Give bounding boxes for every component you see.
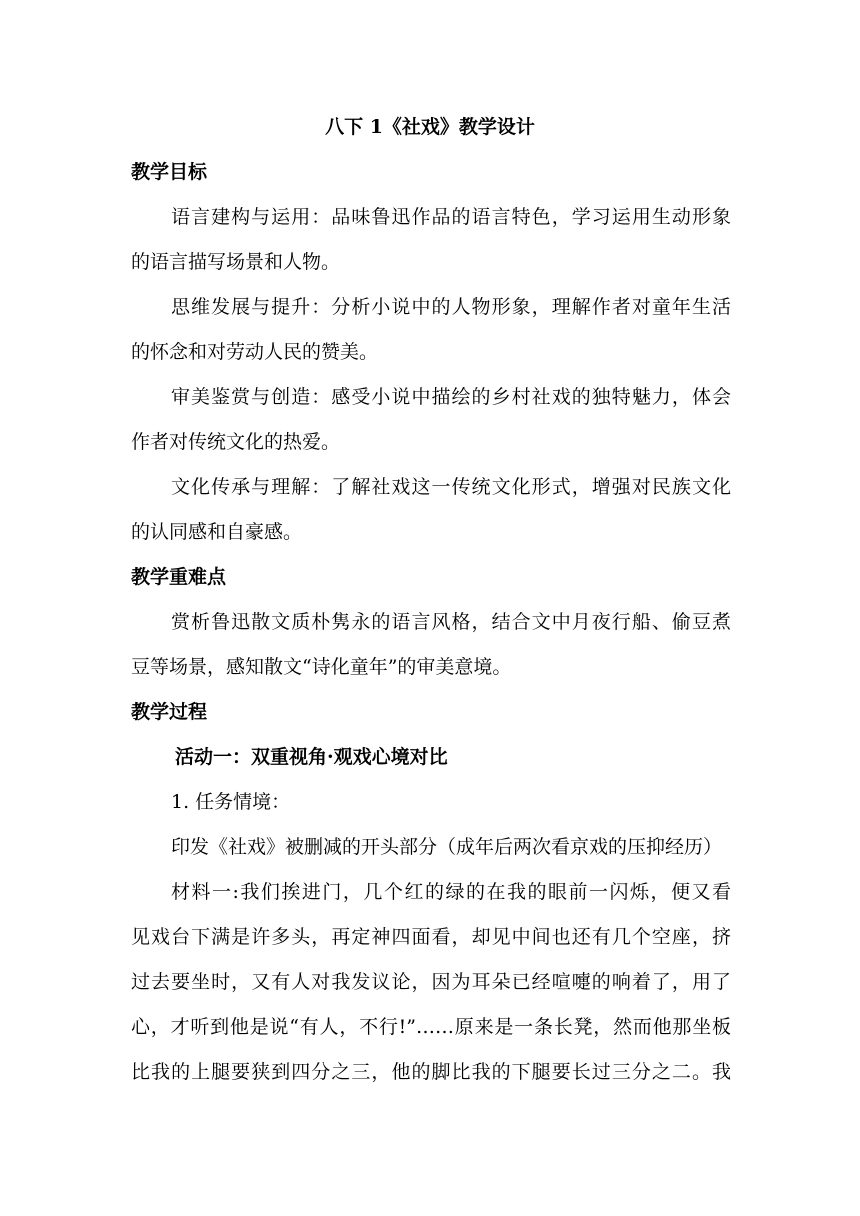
activity-title: 活动一：双重视角·观戏心境对比 bbox=[175, 746, 448, 768]
section-heading-objectives: 教学目标 bbox=[131, 161, 208, 183]
task-label: 1. 任务情境： bbox=[171, 791, 291, 813]
paragraph-line: 语言建构与运用：品味鲁迅作品的语言特色，学习运用生动形象 bbox=[171, 206, 731, 228]
material-line: 心，才听到他是说“有人，不行!”……原来是一条长凳，然而他那坐板 bbox=[131, 1016, 731, 1038]
material-line: 比我的上腿要狭到四分之三，他的脚比我的下腿要长过三分之二。我 bbox=[131, 1061, 731, 1083]
handout-line: 印发《社戏》被删减的开头部分（成年后两次看京戏的压抑经历） bbox=[171, 836, 723, 858]
paragraph-line: 审美鉴赏与创造：感受小说中描绘的乡村社戏的独特魅力，体会 bbox=[171, 386, 731, 408]
material-line: 见戏台下满是许多头，再定神四面看，却见中间也还有几个空座，挤 bbox=[131, 926, 731, 948]
paragraph-line: 的语言描写场景和人物。 bbox=[131, 251, 341, 273]
material-line: 过去要坐时，又有人对我发议论，因为耳朵已经喧嚏的响着了，用了 bbox=[131, 971, 731, 993]
paragraph-line: 豆等场景，感知散文“诗化童年”的审美意境。 bbox=[131, 656, 512, 678]
paragraph-line: 作者对传统文化的热爱。 bbox=[131, 431, 341, 453]
paragraph-line: 的怀念和对劳动人民的赞美。 bbox=[131, 341, 379, 363]
document-title: 八下 1《社戏》教学设计 bbox=[325, 116, 535, 138]
paragraph-line: 赏析鲁迅散文质朴隽永的语言风格，结合文中月夜行船、偷豆煮 bbox=[171, 611, 731, 633]
paragraph-line: 思维发展与提升：分析小说中的人物形象，理解作者对童年生活 bbox=[171, 296, 731, 318]
section-heading-key-points: 教学重难点 bbox=[131, 566, 227, 588]
material-line: 材料一:我们挨进门，几个红的绿的在我的眼前一闪烁，便又看 bbox=[171, 881, 731, 903]
paragraph-line: 的认同感和自豪感。 bbox=[131, 521, 303, 543]
section-heading-process: 教学过程 bbox=[131, 701, 208, 723]
paragraph-line: 文化传承与理解：了解社戏这一传统文化形式，增强对民族文化 bbox=[171, 476, 731, 498]
